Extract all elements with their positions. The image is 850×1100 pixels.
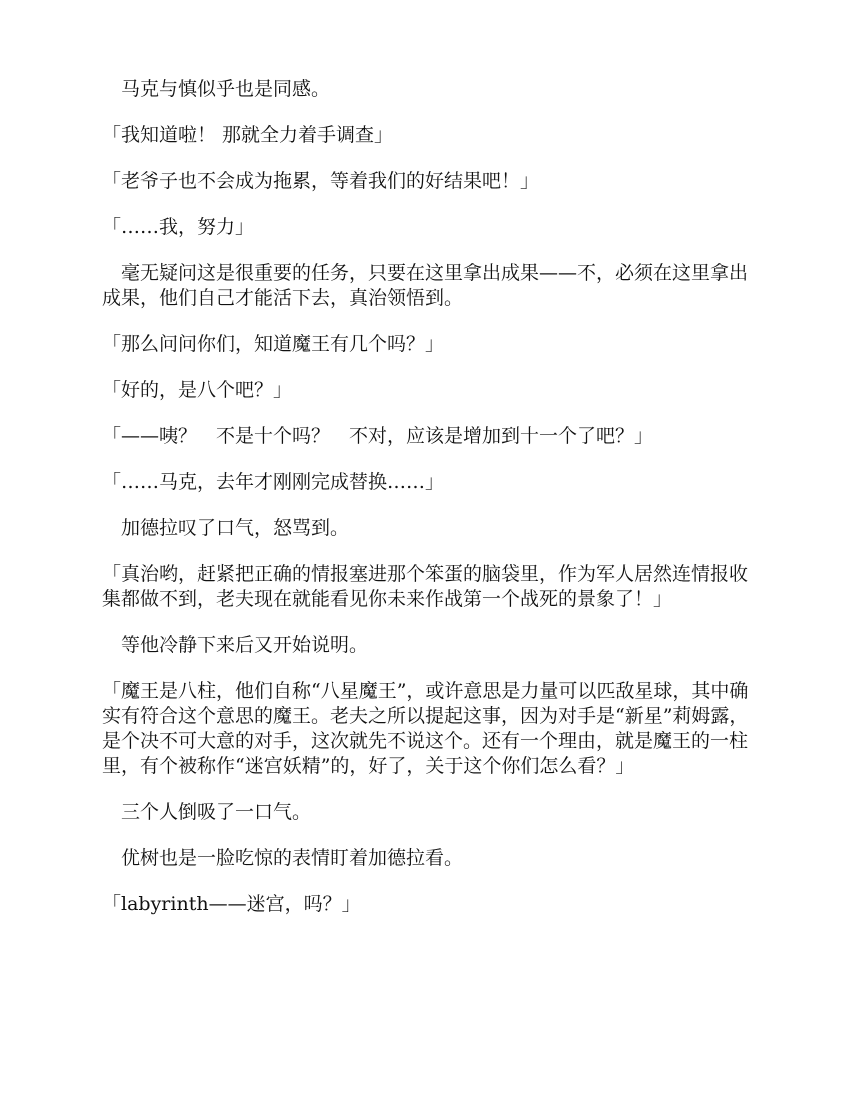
paragraph-dialogue: 「魔王是八柱，他们自称“八星魔王”，或许意思是力量可以匹敌星球，其中确实有符合这个意思的魔王。老夫之所以提起这事，因为对手是“新星”莉姆露，是个决不可大意的对手，这次就先不说这个。还有一个理由，就是魔王的一柱里，有个被称作“迷宫妖精”的，好了，关于这个你们怎么看？」 — [102, 680, 749, 777]
paragraph-narration: 三个人倒吸了一口气。 — [121, 801, 312, 823]
paragraph-narration: 马克与慎似乎也是同感。 — [121, 78, 331, 100]
paragraph-dialogue: 「那么问问你们，知道魔王有几个吗？」 — [102, 333, 445, 355]
paragraph-dialogue: 「labyrinth——迷宫，吗？」 — [102, 893, 361, 915]
paragraph-dialogue: 「真治哟，赶紧把正确的情报塞进那个笨蛋的脑袋里，作为军人居然连情报收集都做不到，老夫现在就能看见你未来作战第一个战死的景象了！」 — [102, 563, 749, 610]
paragraph-dialogue: 「我知道啦！ 那就全力着手调查」 — [102, 124, 394, 146]
paragraph-dialogue: 「老爷子也不会成为拖累，等着我们的好结果吧！」 — [102, 170, 540, 192]
paragraph-dialogue: 「——咦？ 不是十个吗？ 不对，应该是增加到十一个了吧？」 — [102, 425, 654, 447]
paragraph-narration: 优树也是一脸吃惊的表情盯着加德拉看。 — [121, 847, 464, 869]
paragraph-narration: 毫无疑问这是很重要的任务，只要在这里拿出成果——不，必须在这里拿出成果，他们自己才能活下去，真治领悟到。 — [102, 262, 749, 309]
paragraph-dialogue: 「……马克，去年才刚刚完成替换……」 — [102, 471, 445, 493]
paragraph-narration: 等他冷静下来后又开始说明。 — [121, 634, 369, 656]
paragraph-narration: 加德拉叹了口气，怒骂到。 — [121, 517, 350, 539]
paragraph-dialogue: 「好的，是八个吧？」 — [102, 379, 293, 401]
paragraph-dialogue: 「……我，努力」 — [102, 216, 255, 238]
